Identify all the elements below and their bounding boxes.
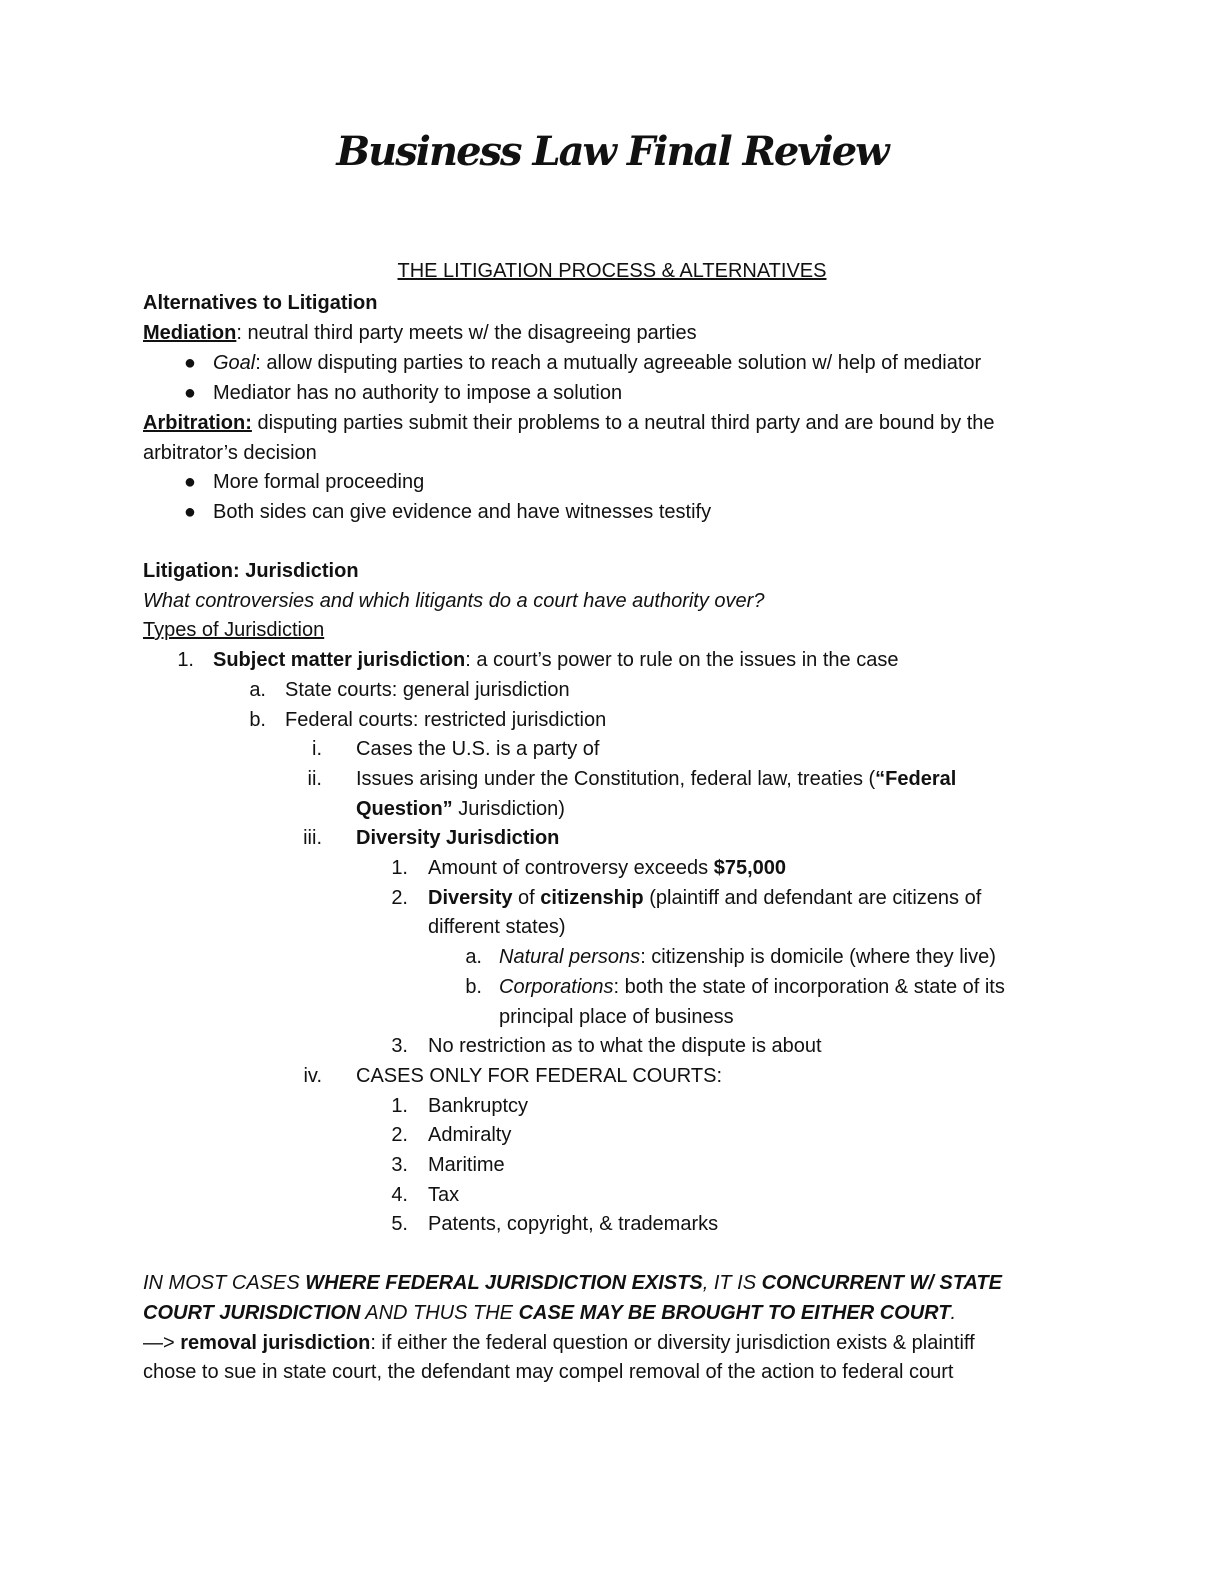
list-marker: b.	[249, 709, 266, 731]
list-item: No restriction as to what the dispute is about	[428, 1035, 822, 1057]
list-marker: 2.	[391, 1124, 408, 1146]
list-marker: 1.	[177, 649, 194, 671]
list-item: Admiralty	[428, 1124, 512, 1146]
concurrent-note-cont: COURT JURISDICTION AND THUS THE CASE MAY BE BROUGHT TO EITHER COURT.	[143, 1302, 957, 1324]
bullet-icon: ●	[183, 352, 196, 374]
list-marker: 2.	[391, 887, 408, 909]
section-heading: THE LITIGATION PROCESS & ALTERNATIVES	[397, 260, 827, 282]
list-item: Amount of controversy exceeds $75,000	[428, 857, 786, 879]
list-item: Issues arising under the Constitution, federal law, treaties (“Federal	[356, 768, 957, 790]
arbitration-line-cont: arbitrator’s decision	[143, 442, 317, 464]
list-marker: 3.	[391, 1154, 408, 1176]
alternatives-heading: Alternatives to Litigation	[143, 292, 378, 314]
list-marker: 3.	[391, 1035, 408, 1057]
bullet-icon: ●	[183, 501, 196, 523]
jurisdiction-question: What controversies and which litigants do a court have authority over?	[143, 590, 765, 612]
list-marker: 1.	[391, 1095, 408, 1117]
list-item: State courts: general jurisdiction	[285, 679, 570, 701]
list-item: Tax	[428, 1184, 460, 1206]
list-item: Patents, copyright, & trademarks	[428, 1213, 719, 1235]
list-item: Cases the U.S. is a party of	[356, 738, 600, 760]
list-item: Both sides can give evidence and have witnesses testify	[213, 501, 712, 523]
concurrent-note: IN MOST CASES WHERE FEDERAL JURISDICTION EXISTS, IT IS CONCURRENT W/ STATE	[143, 1272, 1002, 1294]
list-item-cont: principal place of business	[499, 1006, 734, 1028]
bullet-icon: ●	[183, 471, 196, 493]
list-marker: iv.	[303, 1065, 322, 1087]
list-item: Diversity of citizenship (plaintiff and defendant are citizens of	[428, 887, 982, 909]
list-marker: iii.	[303, 827, 322, 849]
types-label: Types of Jurisdiction	[143, 619, 325, 641]
list-marker: ii.	[307, 768, 322, 790]
list-item: Federal courts: restricted jurisdiction	[285, 709, 607, 731]
mediation-term: Mediation	[143, 322, 237, 344]
list-item: More formal proceeding	[213, 471, 425, 493]
list-item: Maritime	[428, 1154, 505, 1176]
list-item: Diversity Jurisdiction	[356, 827, 560, 849]
removal-term: removal jurisdiction	[180, 1332, 371, 1354]
mediation-definition: : neutral third party meets w/ the disagreeing parties	[236, 322, 697, 344]
arbitration-line: Arbitration: disputing parties submit their problems to a neutral third party and are bound by the	[143, 412, 995, 434]
list-marker: i.	[312, 738, 322, 760]
removal-line-cont: chose to sue in state court, the defendant may compel removal of the action to federal court	[143, 1361, 954, 1383]
list-item: Bankruptcy	[428, 1095, 529, 1117]
document-title: Business Law Final Review	[336, 128, 888, 175]
bullet-icon: ●	[183, 382, 196, 404]
list-marker: 4.	[391, 1184, 408, 1206]
list-marker: 1.	[391, 857, 408, 879]
list-marker: 5.	[391, 1213, 408, 1235]
list-item: Mediator has no authority to impose a solution	[213, 382, 623, 404]
list-item-cont: different states)	[428, 916, 566, 938]
removal-line: —> removal jurisdiction: if either the federal question or diversity jurisdiction exists & plaintiff	[143, 1332, 975, 1354]
arbitration-term: Arbitration:	[143, 412, 252, 434]
list-item: Goal: allow disputing parties to reach a mutually agreeable solution w/ help of mediator	[213, 352, 982, 374]
list-item: Subject matter jurisdiction: a court’s power to rule on the issues in the case	[213, 649, 899, 671]
list-marker: a.	[249, 679, 266, 701]
list-item-cont: Question” Jurisdiction)	[356, 798, 565, 820]
list-marker: a.	[465, 946, 482, 968]
list-marker: b.	[465, 976, 482, 998]
jurisdiction-heading: Litigation: Jurisdiction	[143, 560, 359, 582]
list-item: Corporations: both the state of incorporation & state of its	[499, 976, 1005, 998]
list-item: CASES ONLY FOR FEDERAL COURTS:	[356, 1065, 723, 1087]
list-item: Natural persons: citizenship is domicile (where they live)	[499, 946, 996, 968]
mediation-line	[143, 318, 697, 348]
